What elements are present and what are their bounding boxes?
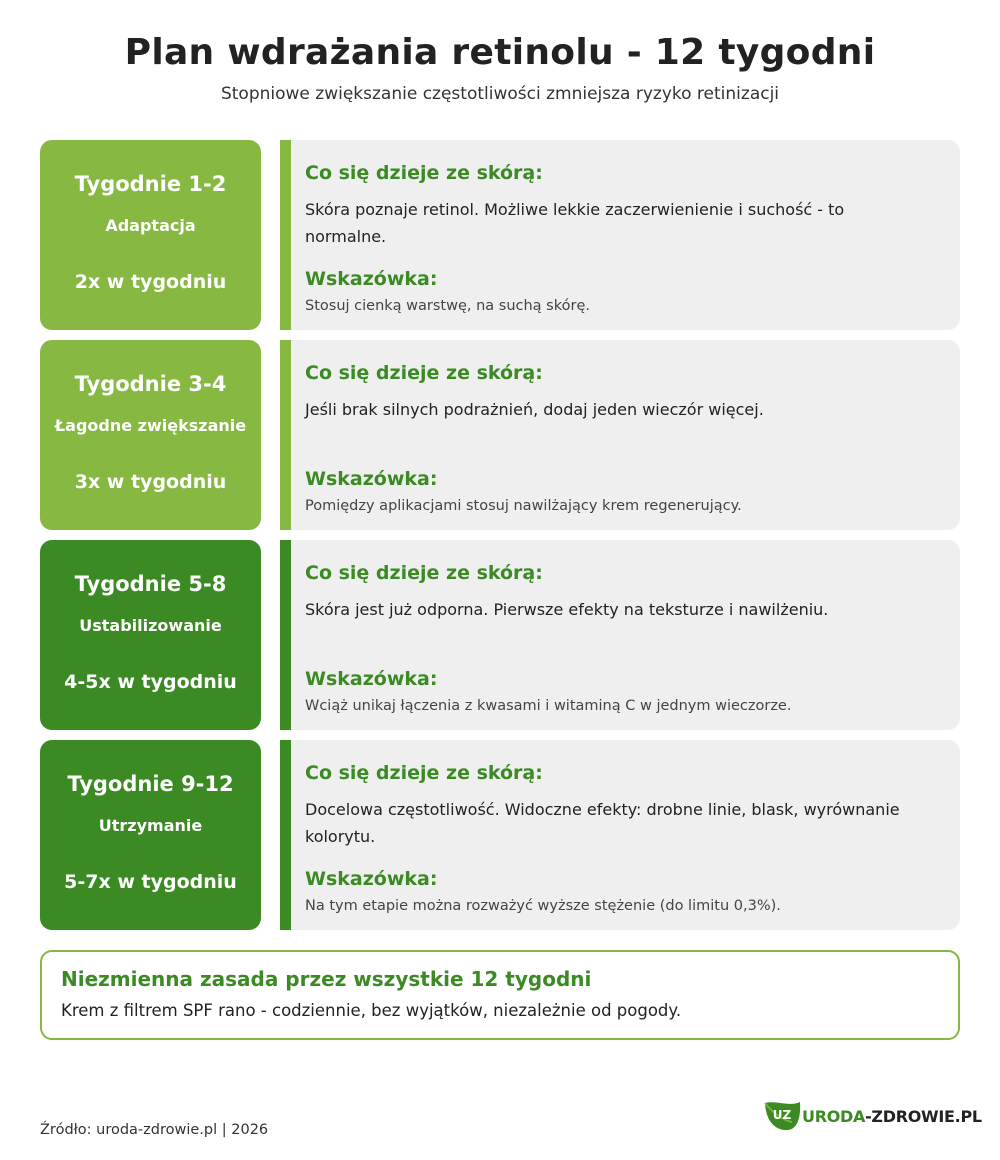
tip-heading: Wskazówka: [305,268,438,290]
tip-text: Pomiędzy aplikacjami stosuj nawilżający krem regenerujący. [305,498,742,514]
phase-weeks: Tygodnie 5-8 [74,572,227,596]
skin-description: Docelowa częstotliwość. Widoczne efekty: drobne linie, blask, wyrównanie kolorytu. [305,800,900,846]
phase-detail-panel [280,540,960,730]
brand-wordmark [802,1107,982,1126]
phase-weeks: Tygodnie 9-12 [67,772,234,796]
accent-bar [280,340,291,530]
phase-weeks: Tygodnie 1-2 [74,172,227,196]
tip-text: Stosuj cienką warstwę, na suchą skórę. [305,298,590,314]
brand-logo [762,1098,982,1134]
phase-name: Utrzymanie [98,816,203,835]
phase-weeks: Tygodnie 3-4 [74,372,227,396]
phase-summary-box [40,740,261,930]
tip-text: Wciąż unikaj łączenia z kwasami i witaminą C w jednym wieczorze. [305,698,792,714]
tip-heading: Wskazówka: [305,668,438,690]
tip-heading: Wskazówka: [305,468,438,490]
phase-detail-panel [280,340,960,530]
accent-bar [280,740,291,930]
phase-frequency: 2x w tygodniu [74,271,227,293]
brand-wordmark-dark: -ZDROWIE.PL [865,1107,982,1126]
phase-name: Ustabilizowanie [79,616,222,635]
phase-row-1 [40,140,960,330]
accent-bar [280,140,291,330]
phase-detail-panel [280,740,960,930]
source-note: Źródło: uroda-zdrowie.pl | 2026 [40,1122,269,1138]
phase-frequency: 4-5x w tygodniu [64,671,237,693]
brand-wordmark-green: URODA [802,1107,866,1126]
skin-description: Skóra jest już odporna. Pierwsze efekty na teksturze i nawilżeniu. [305,600,829,619]
tip-text: Na tym etapie można rozważyć wyższe stężenie (do limitu 0,3%). [305,898,781,914]
skin-heading: Co się dzieje ze skórą: [305,162,543,184]
phase-summary-box [40,140,261,330]
phase-name: Adaptacja [105,216,196,235]
rule-title: Niezmienna zasada przez wszystkie 12 tygodni [61,967,592,991]
skin-heading: Co się dzieje ze skórą: [305,562,543,584]
phase-row-3 [40,540,960,730]
skin-heading: Co się dzieje ze skórą: [305,362,543,384]
page-subtitle: Stopniowe zwiększanie częstotliwości zmniejsza ryzyko retinizacji [220,84,780,104]
phase-row-2 [40,340,960,530]
tip-heading: Wskazówka: [305,868,438,890]
constant-rule-box [40,950,960,1040]
svg-text:UZ: UZ [772,1108,792,1122]
skin-description: Jeśli brak silnych podrażnień, dodaj jeden wieczór więcej. [305,400,764,419]
rule-text: Krem z filtrem SPF rano - codziennie, bez wyjątków, niezależnie od pogody. [61,1001,682,1020]
phase-frequency: 3x w tygodniu [74,471,227,493]
skin-description: Skóra poznaje retinol. Możliwe lekkie zaczerwienienie i suchość - to normalne. [305,200,845,246]
phase-frequency: 5-7x w tygodniu [64,871,237,893]
brand-leaf-icon [762,1098,802,1134]
phase-summary-box [40,540,261,730]
skin-heading: Co się dzieje ze skórą: [305,762,543,784]
phase-name: Łagodne zwiększanie [54,416,247,435]
phase-row-4 [40,740,960,930]
phase-summary-box [40,340,261,530]
accent-bar [280,540,291,730]
page-title: Plan wdrażania retinolu - 12 tygodni [124,32,876,73]
phase-detail-panel [280,140,960,330]
